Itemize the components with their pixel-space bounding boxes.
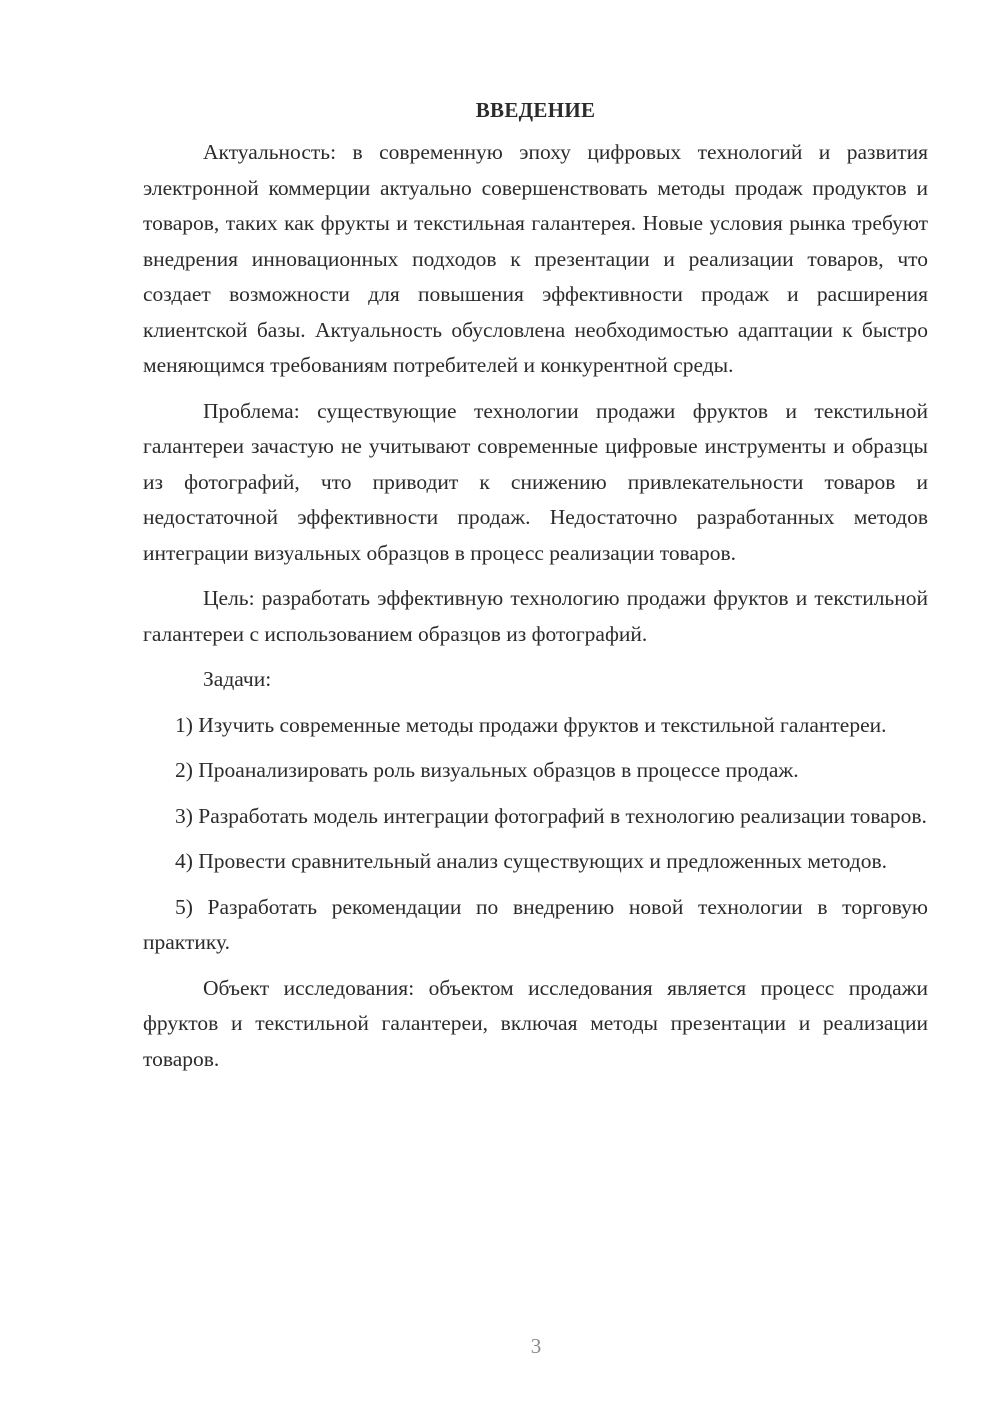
problem-paragraph: Проблема: существующие технологии продажи фруктов и текстильной галантереи зачастую не учитывают современные цифровые инструменты и образцы из фотографий, что приводит к снижению привлекательности товаров и недостаточной эффективности продаж. Недостаточно разработанных методов интеграции визуальных образцов в процесс реализации товаров.: [143, 398, 928, 565]
goal-paragraph: Цель: разработать эффективную технологию продажи фруктов и текстильной галантереи с использованием образцов из фотографий.: [143, 586, 928, 646]
object-paragraph: Объект исследования: объектом исследования является процесс продажи фруктов и текстильной галантереи, включая методы презентации и реализации товаров.: [143, 975, 928, 1071]
relevance-paragraph: Актуальность: в современную эпоху цифровых технологий и развития электронной коммерции актуально совершенствовать методы продаж продуктов и товаров, таких как фрукты и текстильная галантерея. Новые условия рынка требуют внедрения инновационных подходов к презентации и реализации товаров, что создает возможности для повышения эффективности продаж и расширения клиентской базы. Актуальность обусловлена необходимостью адаптации к быстро меняющимся требованиям потребителей и конкурентной среды.: [143, 140, 928, 377]
task-item-5: 5) Разработать рекомендации по внедрению новой технологии в торговую практику.: [143, 894, 928, 954]
section-heading: ВВЕДЕНИЕ: [475, 98, 596, 122]
task-item-2: 2) Проанализировать роль визуальных образцов в процессе продаж.: [175, 758, 799, 782]
page-content: [143, 95, 928, 1077]
task-item-4: 4) Провести сравнительный анализ существующих и предложенных методов.: [175, 849, 887, 873]
task-item-3: 3) Разработать модель интеграции фотографий в технологию реализации товаров.: [175, 803, 927, 828]
page-number: 3: [530, 1334, 542, 1358]
tasks-label: Задачи:: [203, 667, 272, 691]
task-item-1: 1) Изучить современные методы продажи фруктов и текстильной галантереи.: [175, 712, 887, 737]
